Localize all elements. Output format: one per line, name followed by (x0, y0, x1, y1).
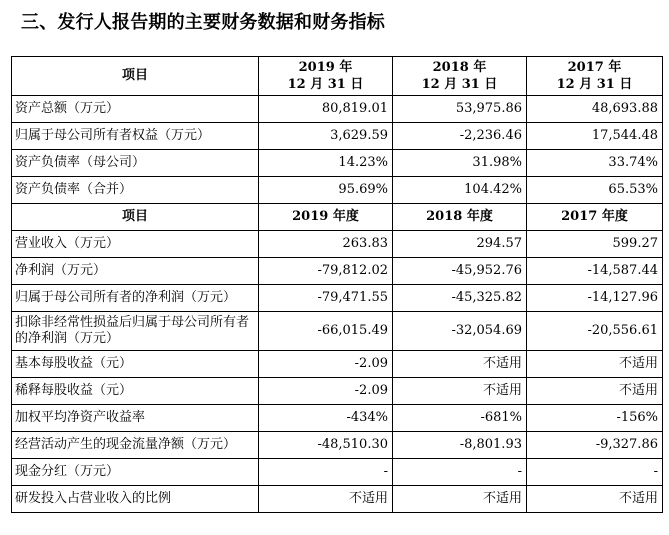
table-row (12, 258, 663, 285)
row-label: 营业收入（万元） (12, 231, 259, 258)
table-subheader-row (12, 204, 663, 231)
value-cell: -2.09 (259, 378, 393, 405)
value-cell: 不适用 (527, 486, 663, 513)
value-cell: 65.53% (527, 177, 663, 204)
row-label: 资产负债率（母公司） (12, 150, 259, 177)
table-row (12, 351, 663, 378)
value-cell: - (259, 459, 393, 486)
financial-data-table (11, 56, 663, 513)
value-cell: 不适用 (393, 351, 527, 378)
table-row (12, 486, 663, 513)
value-cell: 不适用 (527, 351, 663, 378)
header-date-label: 12 月 31 日 (556, 77, 633, 92)
value-cell: 31.98% (393, 150, 527, 177)
value-cell: -681% (393, 405, 527, 432)
table-row (12, 459, 663, 486)
table-row (12, 378, 663, 405)
value-cell: -20,556.61 (527, 312, 663, 351)
row-label: 资产总额（万元） (12, 96, 259, 123)
value-cell: -79,812.02 (259, 258, 393, 285)
value-cell: -45,325.82 (393, 285, 527, 312)
row-label: 现金分红（万元） (12, 459, 259, 486)
value-cell: -48,510.30 (259, 432, 393, 459)
value-cell: 33.74% (527, 150, 663, 177)
row-label: 归属于母公司所有者权益（万元） (12, 123, 259, 150)
row-label: 基本每股收益（元） (12, 351, 259, 378)
value-cell: -156% (527, 405, 663, 432)
row-label: 稀释每股收益（元） (12, 378, 259, 405)
subheader-year-2018: 2018 年度 (393, 204, 527, 231)
value-cell: - (527, 459, 663, 486)
value-cell: -14,587.44 (527, 258, 663, 285)
value-cell: 不适用 (259, 486, 393, 513)
value-cell: -45,952.76 (393, 258, 527, 285)
table-row (12, 177, 663, 204)
value-cell: 14.23% (259, 150, 393, 177)
row-label: 研发投入占营业收入的比例 (12, 486, 259, 513)
value-cell: 80,819.01 (259, 96, 393, 123)
header-date-label: 12 月 31 日 (287, 77, 364, 92)
row-label: 归属于母公司所有者的净利润（万元） (12, 285, 259, 312)
subheader-year-2017: 2017 年度 (527, 204, 663, 231)
value-cell: 599.27 (527, 231, 663, 258)
header-year-label: 2017 年 (567, 60, 622, 75)
header-year-2019 (259, 57, 393, 96)
value-cell: 不适用 (527, 378, 663, 405)
header-year-2018 (393, 57, 527, 96)
header-year-label: 2019 年 (298, 60, 353, 75)
header-date-label: 12 月 31 日 (421, 77, 498, 92)
table-row (12, 432, 663, 459)
value-cell: -434% (259, 405, 393, 432)
value-cell: 不适用 (393, 378, 527, 405)
value-cell: -8,801.93 (393, 432, 527, 459)
table-row (12, 96, 663, 123)
table-header-row (12, 57, 663, 96)
table-row (12, 231, 663, 258)
value-cell: -79,471.55 (259, 285, 393, 312)
value-cell: -2,236.46 (393, 123, 527, 150)
value-cell: 48,693.88 (527, 96, 663, 123)
row-label: 净利润（万元） (12, 258, 259, 285)
value-cell: -14,127.96 (527, 285, 663, 312)
header-item-cell: 项目 (12, 57, 259, 96)
row-label: 扣除非经常性损益后归属于母公司所有者的净利润（万元） (12, 312, 259, 351)
table-row (12, 285, 663, 312)
header-year-2017 (527, 57, 663, 96)
row-label: 资产负债率（合并） (12, 177, 259, 204)
value-cell: -66,015.49 (259, 312, 393, 351)
table-row (12, 312, 663, 351)
subheader-year-2019: 2019 年度 (259, 204, 393, 231)
value-cell: 104.42% (393, 177, 527, 204)
row-label: 经营活动产生的现金流量净额（万元） (12, 432, 259, 459)
value-cell: -2.09 (259, 351, 393, 378)
value-cell: 不适用 (393, 486, 527, 513)
value-cell: 53,975.86 (393, 96, 527, 123)
value-cell: 3,629.59 (259, 123, 393, 150)
row-label: 加权平均净资产收益率 (12, 405, 259, 432)
value-cell: 95.69% (259, 177, 393, 204)
value-cell: -9,327.86 (527, 432, 663, 459)
table-row (12, 150, 663, 177)
value-cell: -32,054.69 (393, 312, 527, 351)
value-cell: 263.83 (259, 231, 393, 258)
section-heading: 三、发行人报告期的主要财务数据和财务指标 (21, 12, 385, 33)
table-row (12, 123, 663, 150)
subheader-item-cell: 项目 (12, 204, 259, 231)
value-cell: 294.57 (393, 231, 527, 258)
value-cell: 17,544.48 (527, 123, 663, 150)
table-row (12, 405, 663, 432)
header-year-label: 2018 年 (432, 60, 487, 75)
value-cell: - (393, 459, 527, 486)
